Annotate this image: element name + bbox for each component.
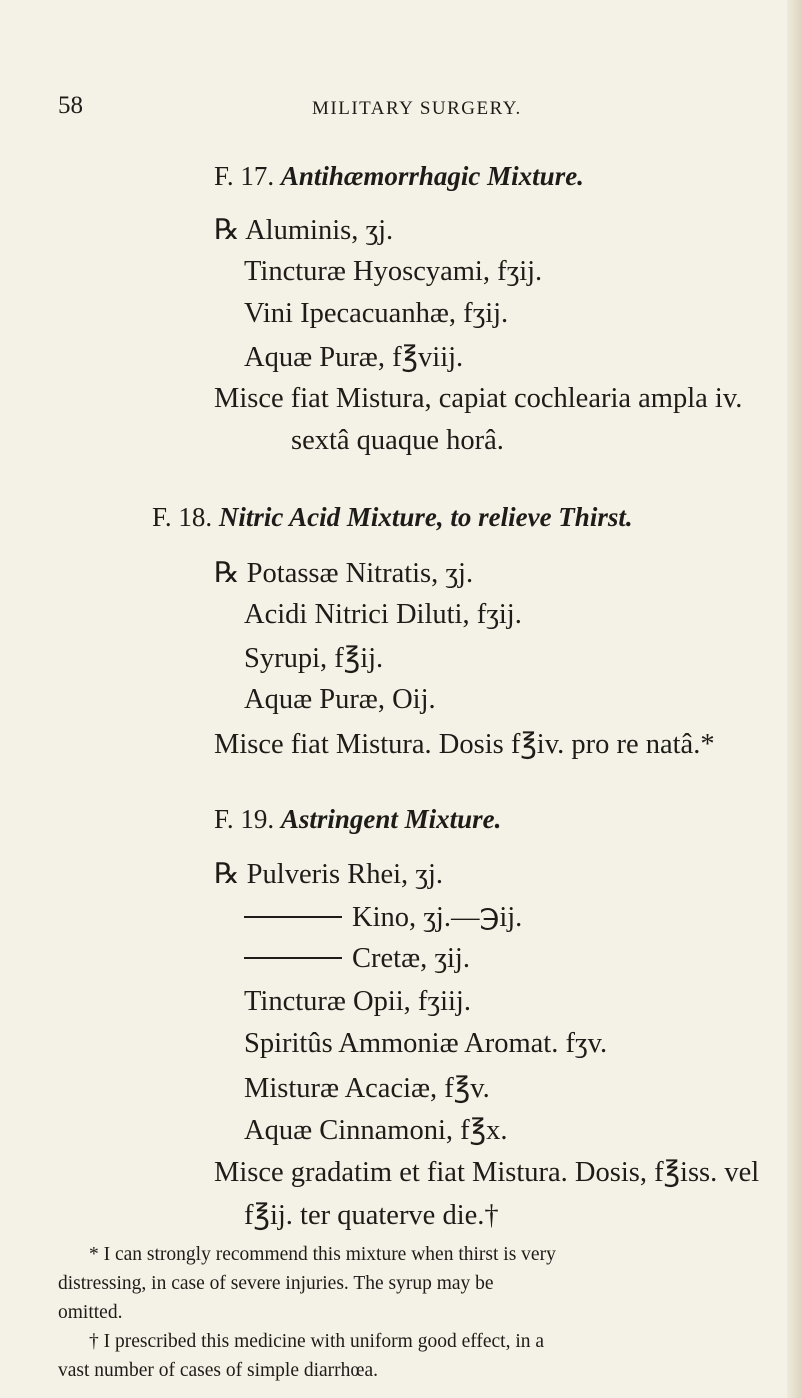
footnote-star: distressing, in case of severe injuries. The syrup may be [58, 1273, 494, 1294]
formula-19-line: ℞ Pulveris Rhei, ʒj. [214, 859, 443, 890]
formula-18-line: Misce fiat Mistura. Dosis f℥iv. pro re natâ.* [214, 729, 715, 760]
formula-17-number: F. 17. [214, 161, 275, 191]
formula-17-line: Tincturæ Hyoscyami, fʒij. [244, 256, 543, 287]
formula-18-line: Acidi Nitrici Diluti, fʒij. [244, 599, 522, 630]
formula-19-line: Spiritûs Ammoniæ Aromat. fʒv. [244, 1028, 608, 1059]
formula-17-line: Aquæ Puræ, f℥viij. [244, 342, 464, 373]
formula-19-line: Misce gradatim et fiat Mistura. Dosis, f℥iss. vel [214, 1157, 760, 1188]
formula-19-number: F. 19. [214, 804, 275, 834]
formula-17-line: sextâ quaque horâ. [291, 425, 504, 456]
formula-19-line: Misturæ Acaciæ, f℥v. [244, 1073, 490, 1104]
formula-18-number: F. 18. [152, 502, 213, 532]
footnote-dagger: vast number of cases of simple diarrhœa. [58, 1360, 379, 1381]
formula-17-name: Antihæmorrhagic Mixture. [280, 161, 584, 191]
formula-17-line: Vini Ipecacuanhæ, fʒij. [244, 298, 509, 329]
formula-18-line: Syrupi, f℥ij. [244, 643, 384, 674]
formula-18-line: ℞ Potassæ Nitratis, ʒj. [214, 558, 474, 589]
formula-17-line: ℞ Aluminis, ʒj. [214, 215, 394, 246]
formula-19-title [214, 804, 501, 835]
formula-18-line: Aquæ Puræ, Oij. [244, 684, 436, 715]
footnote-dagger: † I prescribed this medicine with uniform good effect, in a [89, 1331, 545, 1352]
formula-19-line: f℥ij. ter quaterve die.† [244, 1200, 499, 1231]
formula-19-line: Tincturæ Opii, fʒiij. [244, 986, 471, 1017]
page-edge-shadow [787, 0, 801, 1398]
formula-19-line: Aquæ Cinnamoni, f℥x. [244, 1115, 508, 1146]
footnote-star: * I can strongly recommend this mixture when thirst is very [89, 1244, 556, 1265]
footnote-star: omitted. [58, 1302, 123, 1323]
ditto-dash [244, 957, 342, 959]
formula-18-name: Nitric Acid Mixture, to relieve Thirst. [218, 502, 633, 532]
formula-19-name: Astringent Mixture. [280, 804, 502, 834]
formula-17-title [214, 161, 584, 192]
formula-19-line: Kino, ʒj.—℈ij. [244, 900, 522, 934]
page-number: 58 [58, 92, 83, 119]
formula-17-line: Misce fiat Mistura, capiat cochlearia ampla iv. [214, 383, 743, 414]
formula-18-title [152, 502, 633, 533]
ditto-dash [244, 916, 342, 918]
formula-19-line: Cretæ, ʒij. [244, 943, 470, 975]
running-title: MILITARY SURGERY. [312, 98, 522, 119]
